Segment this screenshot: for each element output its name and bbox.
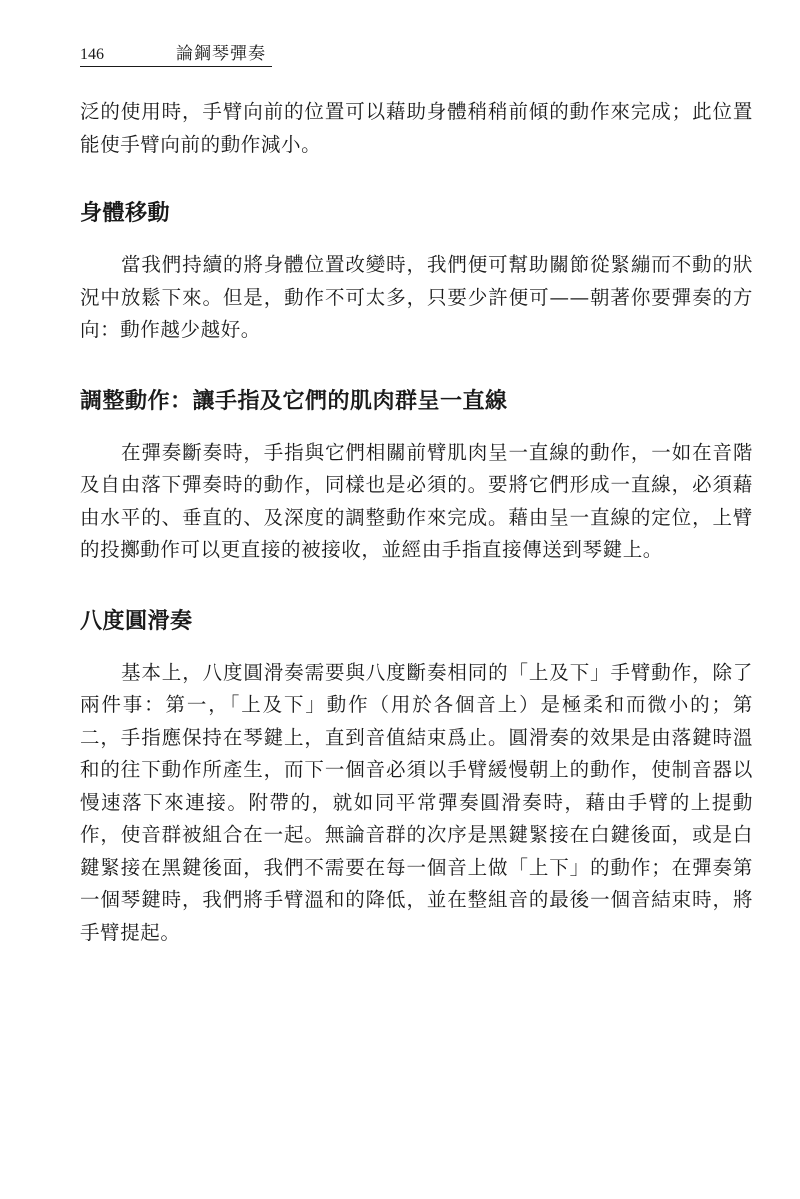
section-paragraph-octave-legato: 基本上，八度圓滑奏需要與八度斷奏相同的「上及下」手臂動作，除了兩件事：第一，「上及下」動作（用於各個音上）是極柔和而微小的；第二，手指應保持在琴鍵上，直到音值結束爲止。圓滑奏的效果是由落鍵時溫和的往下動作所產生，而下一個音必須以手臂緩慢朝上的動作，使制音器以慢速落下來連接。附帶的，就如同平常彈奏圓滑奏時，藉由手臂的上提動作，使音群被組合在一起。無論音群的次序是黑鍵緊接在白鍵後面，或是白鍵緊接在黑鍵後面，我們不需要在每一個音上做「上下」的動作；在彈奏第一個琴鍵時，我們將手臂溫和的降低，並在整組音的最後一個音結束時，將手臂提起。 [80,660,753,944]
page-header [80,44,280,68]
running-title: 論鋼琴彈奏 [176,44,266,64]
section-heading-alignment: 調整動作：讓手指及它們的肌肉群呈一直線 [80,388,508,414]
section-heading-body-movement: 身體移動 [80,201,171,226]
page-number: 146 [80,46,104,63]
header-rule [80,66,272,67]
page-body [80,96,753,949]
section-heading-octave-legato: 八度圓滑奏 [80,608,193,634]
section-paragraph-alignment: 在彈奏斷奏時，手指與它們相關前臂肌肉呈一直線的動作，一如在音階及自由落下彈奏時的動作，同樣也是必須的。要將它們形成一直線，必須藉由水平的、垂直的、及深度的調整動作來完成。藉由呈一直線的定位，上臂的投擲動作可以更直接的被接收，並經由手指直接傳送到琴鍵上。 [80,440,753,561]
section-paragraph-body-movement: 當我們持續的將身體位置改變時，我們便可幫助關節從緊繃而不動的狀況中放鬆下來。但是，動作不可太多，只要少許便可——朝著你要彈奏的方向：動作越少越好。 [80,253,753,341]
intro-paragraph: 泛的使用時，手臂向前的位置可以藉助身體稍稍前傾的動作來完成；此位置能使手臂向前的動作減小。 [80,100,753,156]
